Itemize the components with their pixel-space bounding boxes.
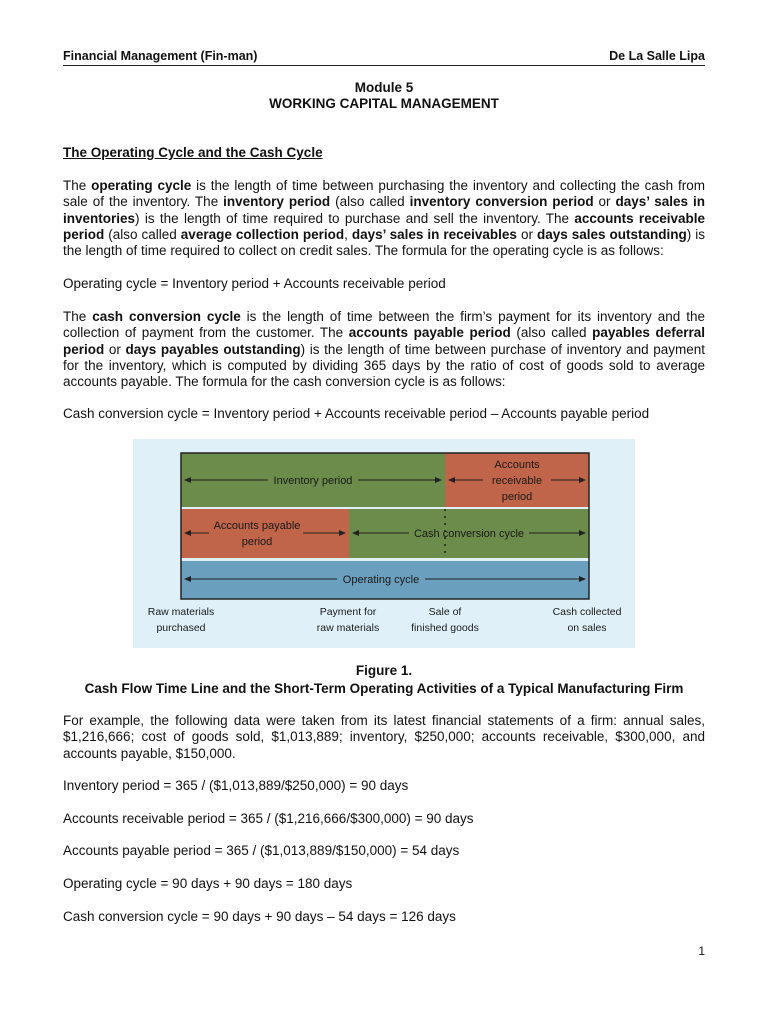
term-days-payables-outstanding: days payables outstanding	[125, 341, 301, 357]
example-paragraph: For example, the following data were taken from its latest financial statements of a firm: annual sales, $1,216,666; cost of goods sold, $1,013,889; inventory, $250,000; accounts receivable, $300,000, and accounts payable, $150,000.	[63, 713, 705, 761]
text-run: The	[63, 178, 92, 193]
text-run: (also called	[104, 226, 181, 242]
ar-label-line3: period	[501, 491, 533, 503]
raw-materials-purchased-line1: Raw materials	[147, 606, 215, 618]
ap-label-line2: period	[241, 536, 273, 548]
calc-cash-conversion-cycle: Cash conversion cycle = 90 days + 90 days – 54 days = 126 days	[63, 909, 456, 924]
figure-title: Cash Flow Time Line and the Short-Term Operating Activities of a Typical Manufacturing Firm	[84, 681, 684, 696]
calc-operating-cycle: Operating cycle = 90 days + 90 days = 180 days	[63, 876, 353, 891]
term-average-collection-period: average collection period	[180, 226, 345, 242]
text-run: or	[593, 194, 616, 210]
payment-raw-materials-line2: raw materials	[316, 622, 380, 634]
text-run: ,	[344, 226, 352, 242]
module-number: Module 5	[354, 80, 414, 95]
formula-operating-cycle: Operating cycle = Inventory period + Accounts receivable period	[63, 276, 446, 291]
timeline-diagram	[133, 439, 635, 648]
header-school: De La Salle Lipa	[609, 49, 705, 63]
term-accounts-payable-period: accounts payable period	[348, 325, 511, 341]
term-inventory-period: inventory period	[223, 194, 331, 210]
cash-collected-line1: Cash collected	[552, 606, 622, 618]
term-days-sales-outstanding: days sales outstanding	[536, 226, 687, 242]
term-accounts-receivable-period: accounts receivable period	[63, 210, 705, 242]
calc-ar-period: Accounts receivable period = 365 / ($1,216,666/$300,000) = 90 days	[63, 811, 474, 826]
term-days-sales-in-receivables: days’ sales in receivables	[351, 226, 517, 242]
figure-number: Figure 1.	[355, 663, 413, 678]
ap-label-line1: Accounts payable	[213, 520, 301, 532]
ar-label-line2: receivable	[491, 475, 543, 487]
page-number: 1	[698, 944, 705, 958]
text-run: ) is the length of time between purchase of inventory and payment for the inventory, which is computed by dividing 365 days by the ratio of cost of goods sold to average accounts payable. The formula for the cash conversion cycle is as follows:	[63, 341, 705, 390]
cash-flow-timeline-figure	[133, 439, 635, 648]
text-run: ) is the length of time required to collect on credit sales. The formula for the operating cycle is as follows:	[63, 226, 705, 259]
raw-materials-purchased-line2: purchased	[156, 622, 206, 634]
header-course: Financial Management (Fin-man)	[63, 49, 258, 63]
module-title: WORKING CAPITAL MANAGEMENT	[269, 96, 499, 111]
calc-inventory-period: Inventory period = 365 / ($1,013,889/$250,000) = 90 days	[63, 778, 409, 793]
formula-cash-conversion-cycle: Cash conversion cycle = Inventory period + Accounts receivable period – Accounts payable period	[63, 406, 650, 421]
calc-ap-period: Accounts payable period = 365 / ($1,013,889/$150,000) = 54 days	[63, 843, 460, 858]
text-run: (also called	[330, 194, 410, 210]
term-inventory-conversion-period: inventory conversion period	[409, 194, 594, 210]
text-run: is the length of time between purchasing the inventory and collecting the cash from sale of the inventory. The	[63, 178, 705, 210]
payment-raw-materials-line1: Payment for	[319, 606, 377, 618]
paragraph-operating-cycle	[63, 178, 705, 259]
term-days-sales-in-inventories: days’ sales in inventories	[63, 194, 705, 226]
ar-label-line1: Accounts	[494, 459, 540, 471]
ccc-label: Cash conversion cycle	[413, 528, 525, 540]
text-run: or	[516, 226, 537, 242]
term-payables-deferral-period: payables deferral period	[63, 325, 705, 357]
cash-collected-line2: on sales	[567, 622, 607, 634]
text-run: is the length of time between the firm’s payment for its inventory and the collection of payment from the customer. The	[63, 309, 705, 341]
sale-finished-goods-line1: Sale of	[428, 606, 462, 618]
term-operating-cycle: operating cycle	[91, 178, 192, 193]
section-heading: The Operating Cycle and the Cash Cycle	[63, 145, 323, 160]
text-run: or	[104, 341, 126, 357]
paragraph-cash-conversion-cycle	[63, 309, 705, 390]
page-header	[63, 47, 705, 66]
sale-finished-goods-line2: finished goods	[411, 622, 479, 634]
inventory-period-label: Inventory period	[273, 475, 353, 487]
text-run: ) is the length of time required to purchase and sell the inventory. The	[135, 210, 575, 226]
text-run: (also called	[510, 325, 593, 341]
text-run: The	[63, 309, 93, 324]
term-cash-conversion-cycle: cash conversion cycle	[92, 309, 241, 324]
operating-cycle-label: Operating cycle	[342, 574, 420, 586]
